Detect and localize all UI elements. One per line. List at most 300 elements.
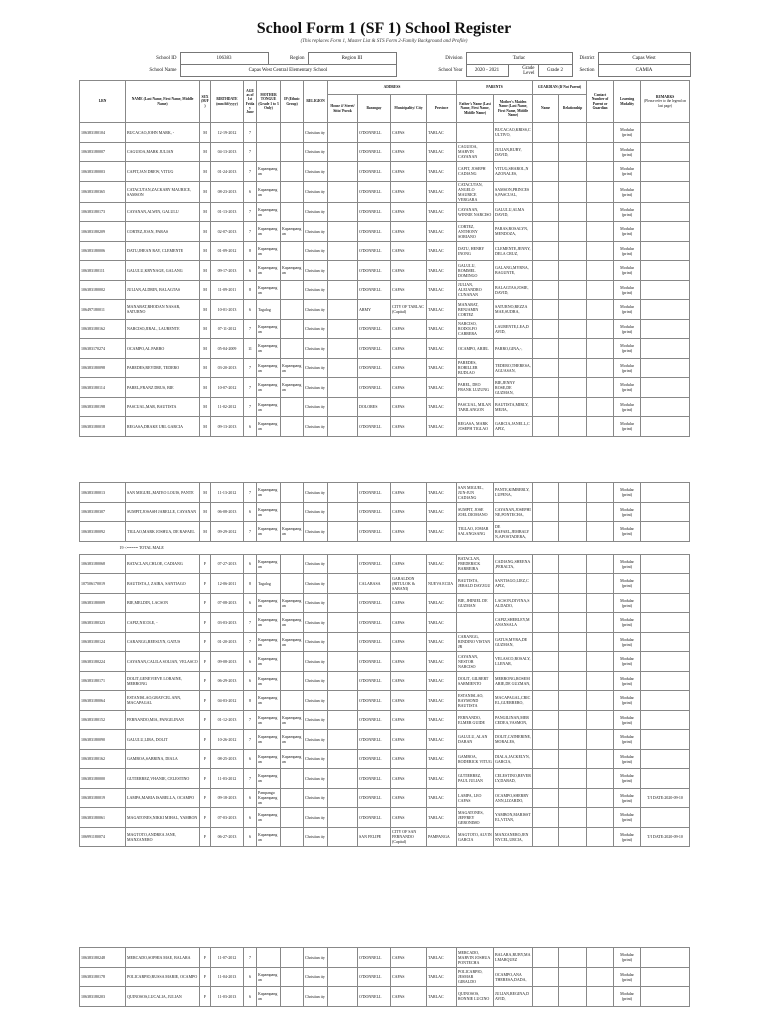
father-cell: GAMBOA, RODERICK VITUG (457, 749, 494, 769)
lrn-cell: 106383180162 (80, 749, 126, 769)
province-cell: TARLAC (427, 300, 457, 320)
age-cell: 7 (244, 123, 257, 143)
name-cell: TIGLAO,MARK JOSHUA, DE RAFAEL (126, 522, 200, 542)
province-cell: TARLAC (427, 378, 457, 398)
province-cell: TARLAC (427, 241, 457, 261)
guardian-name-cell (533, 181, 559, 202)
municipality-cell: CITY OF SAN FERNANDO (Capital) (391, 827, 427, 847)
religion-cell: Christian ity (304, 123, 328, 143)
sex-cell: M (200, 319, 211, 339)
birthdate-cell: 04-13-2013 (211, 142, 244, 162)
table-row (80, 241, 690, 261)
house-cell (328, 339, 358, 359)
house-cell (328, 574, 358, 594)
age-cell: 6 (244, 671, 257, 691)
municipality-cell: CAPAS (391, 613, 427, 633)
contact-cell (587, 967, 614, 987)
remarks-cell (641, 261, 690, 281)
remarks-note: (Please refer to the legend on last page) (644, 99, 687, 108)
ip-cell (281, 241, 304, 261)
religion-header: RELIGION (304, 81, 328, 123)
province-cell: TARLAC (427, 142, 457, 162)
lrn-cell: 106383180013 (80, 483, 126, 503)
province-cell: TARLAC (427, 181, 457, 202)
mother-header: Mother's Maiden Name (Last Name, First Name, Middle Name) (494, 95, 533, 123)
house-cell (328, 280, 358, 300)
contact-cell (587, 483, 614, 503)
father-cell: CARANGG, RINDINO VISTAN JR (457, 632, 494, 652)
religion-cell: Christian ity (304, 339, 328, 359)
relationship-cell (559, 417, 587, 437)
mother-tongue-cell: Tagalog (257, 574, 281, 594)
guardian-name-cell (533, 671, 559, 691)
ip-cell (281, 671, 304, 691)
contact-cell (587, 181, 614, 202)
modality-cell: Modular (print) (614, 502, 641, 522)
modality-cell: Modular (print) (614, 300, 641, 320)
sex-cell: M (200, 222, 211, 242)
house-cell (328, 987, 358, 1007)
modality-cell: Modular (print) (614, 241, 641, 261)
province-cell: TARLAC (427, 691, 457, 711)
mother-tongue-cell: Kapampangan (257, 554, 281, 574)
father-cell: MAGTOTO, ALVIN GARCIA (457, 827, 494, 847)
birthdate-cell: 11-04-2013 (211, 967, 244, 987)
mother-tongue-cell: Kapampangan (257, 181, 281, 202)
father-cell: GUTIERREZ, PAUL JULIAN (457, 769, 494, 789)
birthdate-cell: 01-20-2013 (211, 632, 244, 652)
remarks-cell (641, 142, 690, 162)
remarks-cell (641, 300, 690, 320)
relationship-cell (559, 181, 587, 202)
religion-cell: Christian ity (304, 222, 328, 242)
table-row (80, 358, 690, 378)
remarks-cell (641, 967, 690, 987)
house-cell (328, 554, 358, 574)
birthdate-cell: 03-03-2013 (211, 613, 244, 633)
province-cell: TARLAC (427, 788, 457, 808)
relationship-cell (559, 162, 587, 182)
religion-cell: Christian ity (304, 808, 328, 828)
lrn-cell: 106991180074 (80, 827, 126, 847)
religion-cell: Christian ity (304, 502, 328, 522)
mother-cell: PARAS,ROSALYN,MENDOZA, (494, 222, 533, 242)
guardian-name-cell (533, 632, 559, 652)
municipality-cell: CAPAS (391, 358, 427, 378)
modality-cell: Modular (print) (614, 632, 641, 652)
lrn-cell: 106383170274 (80, 339, 126, 359)
remarks-cell (641, 691, 690, 711)
contact-cell (587, 987, 614, 1007)
mother-tongue-cell: Kapampangan (257, 808, 281, 828)
ip-cell (281, 574, 304, 594)
relationship-cell (559, 671, 587, 691)
birthdate-cell: 02-07-2013 (211, 222, 244, 242)
relationship-cell (559, 483, 587, 503)
register-body-page-1 (80, 123, 690, 437)
municipality-cell: CAPAS (391, 483, 427, 503)
mother-tongue-cell: Kapampangan (257, 241, 281, 261)
contact-cell (587, 522, 614, 542)
age-cell: 6 (244, 593, 257, 613)
religion-cell: Christian ity (304, 181, 328, 202)
lrn-cell: 106383180307 (80, 502, 126, 522)
table-row (80, 222, 690, 242)
municipality-cell: CAPAS (391, 202, 427, 222)
mother-cell: VELASCO,ROSALY,LLENAR, (494, 652, 533, 672)
barangay-cell: SAN FELIPE (358, 827, 391, 847)
birthdate-cell: 05-04-2009 (211, 339, 244, 359)
mother-tongue-cell: Kapampangan (257, 319, 281, 339)
birthdate-cell: 11-02-2012 (211, 397, 244, 417)
mother-tongue-cell: Kapampangan (257, 987, 281, 1007)
contact-cell (587, 142, 614, 162)
municipality-cell: CAPAS (391, 788, 427, 808)
sex-cell: M (200, 181, 211, 202)
municipality-cell: CAPAS (391, 280, 427, 300)
lrn-cell: 106383180007 (80, 142, 126, 162)
modality-cell: Modular (print) (614, 710, 641, 730)
name-cell: BAUTISTA,J, ZAIRA, SANTIAGO (126, 574, 200, 594)
modality-cell: Modular (print) (614, 749, 641, 769)
mother-tongue-cell: Kapampangan (257, 671, 281, 691)
religion-cell: Christian ity (304, 319, 328, 339)
parents-header: PARENTS (457, 81, 533, 95)
lrn-cell: 106383180061 (80, 808, 126, 828)
name-cell: GUTIERREZ,VHANIE, CELESTINO (126, 769, 200, 789)
religion-cell: Christian ity (304, 261, 328, 281)
age-cell: 7 (244, 397, 257, 417)
table-row (80, 123, 690, 143)
guardian-name-cell (533, 967, 559, 987)
province-cell: TARLAC (427, 554, 457, 574)
age-cell: 7 (244, 632, 257, 652)
table-row (80, 522, 690, 542)
father-cell: PAREDES, ROBILLER BUDLAO (457, 358, 494, 378)
name-cell: PASCUAL,MAR, BAUTISTA (126, 397, 200, 417)
municipality-cell: CAPAS (391, 593, 427, 613)
contact-cell (587, 730, 614, 750)
table-row (80, 202, 690, 222)
school-id-value: 106383 (180, 53, 268, 65)
contact-cell (587, 502, 614, 522)
remarks-cell (641, 358, 690, 378)
guardian-name-cell (533, 280, 559, 300)
guardian-name-cell (533, 222, 559, 242)
birthdate-cell: 12-06-2011 (211, 574, 244, 594)
division-label: Division (445, 56, 463, 61)
table-row (80, 417, 690, 437)
table-row (80, 261, 690, 281)
table-row (80, 181, 690, 202)
remarks-cell (641, 749, 690, 769)
house-cell (328, 241, 358, 261)
guardian-name-cell (533, 652, 559, 672)
lrn-cell: 106383180104 (80, 123, 126, 143)
table-row (80, 769, 690, 789)
municipality-cell: CAPAS (391, 261, 427, 281)
name-cell: DOLIT,GENEVIEVE LORAINE, MERRONG (126, 671, 200, 691)
birthdate-cell: 11-09-2011 (211, 280, 244, 300)
age-cell: 7 (244, 769, 257, 789)
barangay-cell: O'DONNELL (358, 710, 391, 730)
municipality-cell: CAPAS (391, 222, 427, 242)
house-cell (328, 181, 358, 202)
relationship-cell (559, 613, 587, 633)
remarks-cell (641, 808, 690, 828)
father-cell: BIE, JHINIEL DE GUZMAN (457, 593, 494, 613)
house-cell (328, 632, 358, 652)
sex-cell: M (200, 502, 211, 522)
relationship-cell (559, 967, 587, 987)
religion-cell: Christian ity (304, 749, 328, 769)
modality-cell: Modular (print) (614, 613, 641, 633)
remarks-cell (641, 280, 690, 300)
school-year-value: 2020 - 2021 (466, 65, 508, 77)
register-body-page-3 (80, 948, 690, 1007)
father-cell: BATACLAN, FREDERICK BARREIRA (457, 554, 494, 574)
modality-cell: Modular (print) (614, 261, 641, 281)
name-cell: CAYANAN,ALWIN, GALULU (126, 202, 200, 222)
learning-modality-header: Learning Modality (614, 81, 641, 123)
form-title: School Form 1 (SF 1) School Register (256, 20, 512, 37)
lrn-cell: 106383180090 (80, 730, 126, 750)
relationship-cell (559, 358, 587, 378)
province-cell: TARLAC (427, 808, 457, 828)
guardian-name-cell (533, 613, 559, 633)
sex-cell: M (200, 280, 211, 300)
lrn-cell: 106383180000 (80, 769, 126, 789)
relationship-cell (559, 593, 587, 613)
barangay-cell: O'DONNELL (358, 808, 391, 828)
table-row (80, 319, 690, 339)
guardian-name-cell (533, 202, 559, 222)
barangay-header: Barangay (358, 95, 391, 123)
house-cell (328, 261, 358, 281)
birthdate-cell: 01-12-2013 (211, 710, 244, 730)
house-cell (328, 710, 358, 730)
birthdate-cell: 03-20-2013 (211, 358, 244, 378)
relationship-cell (559, 522, 587, 542)
lrn-cell: 106383180098 (80, 358, 126, 378)
relationship-cell (559, 241, 587, 261)
guardian-name-cell (533, 948, 559, 968)
name-cell: GAMBOA,SABRINA, DIALA (126, 749, 200, 769)
birthdate-cell: 09-08-2013 (211, 652, 244, 672)
district-value: Capas West (598, 53, 690, 65)
father-cell: CAYANAN, NESTOR NARCISO (457, 652, 494, 672)
father-cell: LAMPA, LEO CAPAS (457, 788, 494, 808)
contact-cell (587, 397, 614, 417)
religion-cell: Christian ity (304, 730, 328, 750)
father-cell (457, 613, 494, 633)
table-row (80, 749, 690, 769)
house-cell (328, 788, 358, 808)
remarks-cell (641, 710, 690, 730)
relationship-cell (559, 222, 587, 242)
guardian-name-cell (533, 483, 559, 503)
division-value: Tarlac (466, 53, 572, 65)
relationship-cell (559, 502, 587, 522)
mother-cell: PANTE,KIMBERLY,LUPENA, (494, 483, 533, 503)
modality-cell: Modular (print) (614, 769, 641, 789)
municipality-cell: CAPAS (391, 339, 427, 359)
lrn-cell: 106383180018 (80, 417, 126, 437)
ip-cell (281, 652, 304, 672)
province-cell: TARLAC (427, 967, 457, 987)
ip-cell (281, 827, 304, 847)
barangay-cell: O'DONNELL (358, 691, 391, 711)
father-cell: JULIAN, ALEJANDRO CUNANAN (457, 280, 494, 300)
table-row (80, 142, 690, 162)
sex-cell: M (200, 358, 211, 378)
relationship-cell (559, 710, 587, 730)
name-cell: CAYANAN,CALILA SOLIAN, VELASCO (126, 652, 200, 672)
house-cell (328, 967, 358, 987)
guardian-name-cell (533, 808, 559, 828)
relationship-cell (559, 202, 587, 222)
birthdate-cell: 01-13-2013 (211, 202, 244, 222)
municipality-cell: CAPAS (391, 162, 427, 182)
province-header: Province (427, 95, 457, 123)
lrn-cell: 106383180224 (80, 652, 126, 672)
modality-cell: Modular (print) (614, 483, 641, 503)
municipality-cell: CAPAS (391, 319, 427, 339)
municipality-cell: CAPAS (391, 948, 427, 968)
ip-cell (281, 502, 304, 522)
religion-cell: Christian ity (304, 358, 328, 378)
municipality-cell: CAPAS (391, 378, 427, 398)
guardian-name-cell (533, 730, 559, 750)
province-cell: TARLAC (427, 522, 457, 542)
barangay-cell: O'DONNELL (358, 652, 391, 672)
modality-cell: Modular (print) (614, 522, 641, 542)
relationship-cell (559, 300, 587, 320)
house-cell (328, 593, 358, 613)
father-cell: DATU, HENRY INONG (457, 241, 494, 261)
sex-cell: F (200, 632, 211, 652)
father-cell: CAGUIOA, MARVIN CAYANAN (457, 142, 494, 162)
municipality-cell: CAPAS (391, 710, 427, 730)
ip-cell: Kapampangan (281, 730, 304, 750)
contact-cell (587, 613, 614, 633)
father-cell: SUMPIT, JOSE JOEL DIOMANO (457, 502, 494, 522)
birthdate-cell: 11-13-2012 (211, 483, 244, 503)
birthdate-cell: 10-07-2012 (211, 378, 244, 398)
province-cell: TARLAC (427, 730, 457, 750)
name-cell: CAGUIOA,MARK JULIAN (126, 142, 200, 162)
lrn-cell: 106383180003 (80, 162, 126, 182)
religion-cell: Christian ity (304, 280, 328, 300)
modality-cell: Modular (print) (614, 123, 641, 143)
ip-cell (281, 808, 304, 828)
province-cell: TARLAC (427, 123, 457, 143)
age-cell: 6 (244, 417, 257, 437)
region-label: Region (290, 55, 305, 61)
house-cell (328, 749, 358, 769)
remarks-cell (641, 632, 690, 652)
barangay-cell: DOLORES (358, 397, 391, 417)
religion-cell: Christian ity (304, 300, 328, 320)
municipality-cell: CAPAS (391, 749, 427, 769)
table-row (80, 710, 690, 730)
barangay-cell: O'DONNELL (358, 502, 391, 522)
contact-cell (587, 827, 614, 847)
lrn-cell: 106497180011 (80, 300, 126, 320)
religion-cell: Christian ity (304, 162, 328, 182)
house-cell (328, 142, 358, 162)
mother-cell: MERRONG,ROSEMARIE,DE GUZMAN, (494, 671, 533, 691)
table-row (80, 593, 690, 613)
lrn-cell: 106383180248 (80, 948, 126, 968)
modality-cell: Modular (print) (614, 202, 641, 222)
ip-cell (281, 280, 304, 300)
remarks-cell (641, 948, 690, 968)
sex-cell: M (200, 397, 211, 417)
mother-tongue-header: MOTHER TONGUE (Grade 1 to 3 Only) (257, 81, 281, 123)
table-row (80, 502, 690, 522)
name-cell: BIE,MELDIN, LACSON (126, 593, 200, 613)
barangay-cell: O'DONNELL (358, 788, 391, 808)
religion-cell: Christian ity (304, 788, 328, 808)
province-cell: TARLAC (427, 987, 457, 1007)
age-cell: 6 (244, 987, 257, 1007)
province-cell: TARLAC (427, 710, 457, 730)
lrn-cell: 106383180068 (80, 554, 126, 574)
table-row (80, 827, 690, 847)
lrn-cell: 106383180111 (80, 261, 126, 281)
birthdate-cell: 07-08-2013 (211, 593, 244, 613)
birthdate-cell: 09-29-2012 (211, 522, 244, 542)
guardian-name-cell (533, 987, 559, 1007)
total-male-row (80, 541, 690, 554)
guardian-name-cell (533, 162, 559, 182)
lrn-cell: 106383180162 (80, 319, 126, 339)
mother-tongue-cell: Tagalog (257, 300, 281, 320)
mother-cell: LACSON,DIVINA,SALDADO, (494, 593, 533, 613)
relationship-cell (559, 769, 587, 789)
father-cell: GALULU, ALAN DABAN (457, 730, 494, 750)
province-cell: TARLAC (427, 652, 457, 672)
mother-cell: SATURNO,REZZA MAE,SUDRA, (494, 300, 533, 320)
name-cell: LAMPA,MARIA ISABELLA, OCAMPO (126, 788, 200, 808)
ip-cell (281, 554, 304, 574)
relationship-cell (559, 574, 587, 594)
section-label: Section (579, 68, 595, 73)
birthdate-cell: 06-27-2013 (211, 827, 244, 847)
municipality-cell: CAPAS (391, 691, 427, 711)
grade-level-label: Grade Level (522, 65, 535, 76)
guardian-name-cell (533, 522, 559, 542)
mother-cell: GARCIA,JANELL,CAPIZ, (494, 417, 533, 437)
guardian-name-cell (533, 123, 559, 143)
ip-cell (281, 319, 304, 339)
modality-cell: Modular (print) (614, 987, 641, 1007)
ip-cell: Kapampangan (281, 593, 304, 613)
mother-cell: CAPIZ,SHERLEY,MANANSALA (494, 613, 533, 633)
sex-cell: F (200, 554, 211, 574)
barangay-cell: O'DONNELL (358, 142, 391, 162)
relationship-cell (559, 554, 587, 574)
contact-cell (587, 378, 614, 398)
modality-cell: Modular (print) (614, 574, 641, 594)
father-cell: CAPIT, JOSEPH CADIANG (457, 162, 494, 182)
guardian-name-cell (533, 574, 559, 594)
mother-cell: GALULU,ALMA DAVID, (494, 202, 533, 222)
relationship-cell (559, 987, 587, 1007)
mother-cell: CAYANAN,JOSEPHINE,PONTECHA, (494, 502, 533, 522)
sex-cell: F (200, 710, 211, 730)
